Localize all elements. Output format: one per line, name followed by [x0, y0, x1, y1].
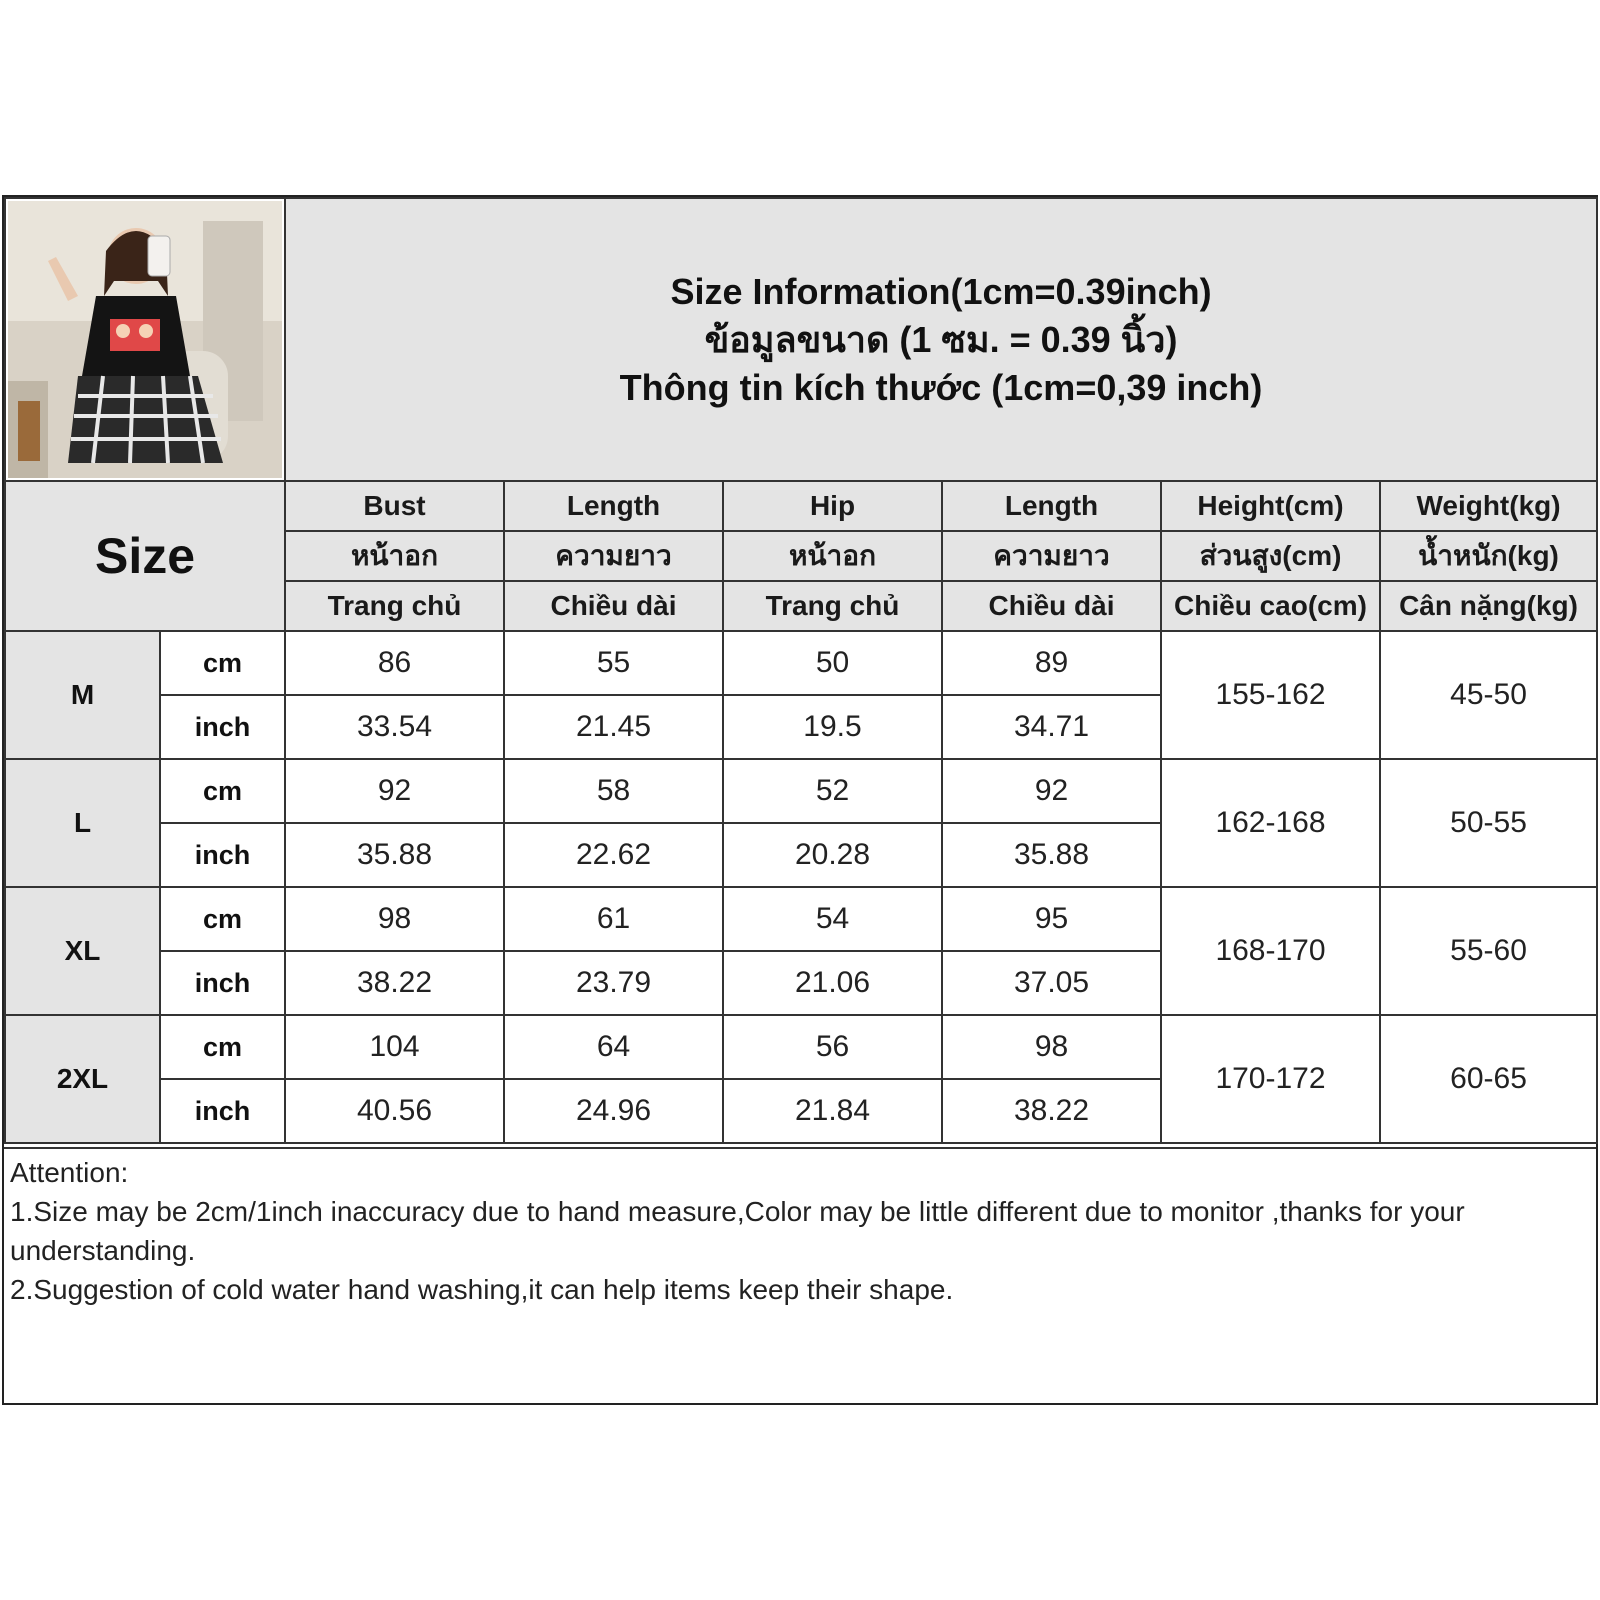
value-cell: 89 [942, 631, 1161, 695]
unit-cm: cm [160, 887, 285, 951]
value-cell: 55 [504, 631, 723, 695]
value-cell: 98 [285, 887, 504, 951]
notes-line-2: 2.Suggestion of cold water hand washing,it can help items keep their shape. [10, 1274, 954, 1305]
value-cell: 20.28 [723, 823, 942, 887]
title-thai: ข้อมูลขนาด (1 ซม. = 0.39 นิ้ว) [704, 318, 1178, 360]
col-header-hip-th: หน้าอก [723, 531, 942, 581]
value-cell: 35.88 [942, 823, 1161, 887]
value-cell: 38.22 [942, 1079, 1161, 1143]
size-chart [2, 195, 1598, 1405]
value-cell: 21.45 [504, 695, 723, 759]
value-cell: 104 [285, 1015, 504, 1079]
value-cell: 92 [942, 759, 1161, 823]
model-photo-icon [8, 201, 282, 478]
col-header-bust-vi: Trang chủ [285, 581, 504, 631]
col-header-hip-vi: Trang chủ [723, 581, 942, 631]
title-block [285, 198, 1597, 481]
value-cell: 86 [285, 631, 504, 695]
height-range: 170-172 [1161, 1015, 1380, 1143]
col-header-hip-en: Hip [723, 481, 942, 531]
table-row [5, 1015, 1597, 1079]
value-cell: 23.79 [504, 951, 723, 1015]
height-range: 168-170 [1161, 887, 1380, 1015]
col-header-bust-en: Bust [285, 481, 504, 531]
col-header-weight-th: น้ำหนัก(kg) [1380, 531, 1597, 581]
value-cell: 21.06 [723, 951, 942, 1015]
product-photo [5, 198, 285, 481]
value-cell: 56 [723, 1015, 942, 1079]
table-row [5, 631, 1597, 695]
value-cell: 37.05 [942, 951, 1161, 1015]
table-row [5, 887, 1597, 951]
col-header-length2-th: ความยาว [942, 531, 1161, 581]
value-cell: 50 [723, 631, 942, 695]
value-cell: 54 [723, 887, 942, 951]
size-name-m: M [5, 631, 160, 759]
col-header-bust-th: หน้าอก [285, 531, 504, 581]
value-cell: 52 [723, 759, 942, 823]
value-cell: 21.84 [723, 1079, 942, 1143]
value-cell: 38.22 [285, 951, 504, 1015]
unit-inch: inch [160, 823, 285, 887]
value-cell: 61 [504, 887, 723, 951]
notes-heading: Attention: [10, 1157, 129, 1188]
col-header-height-th: ส่วนสูง(cm) [1161, 531, 1380, 581]
size-name-l: L [5, 759, 160, 887]
weight-range: 50-55 [1380, 759, 1597, 887]
value-cell: 58 [504, 759, 723, 823]
weight-range: 55-60 [1380, 887, 1597, 1015]
value-cell: 64 [504, 1015, 723, 1079]
value-cell: 35.88 [285, 823, 504, 887]
size-column-header: Size [5, 481, 285, 631]
col-header-height-en: Height(cm) [1161, 481, 1380, 531]
notes-line-1: 1.Size may be 2cm/1inch inaccuracy due to hand measure,Color may be little different due to monitor ,thanks for your understanding. [10, 1196, 1465, 1266]
title-english: Size Information(1cm=0.39inch) [670, 270, 1212, 312]
value-cell: 33.54 [285, 695, 504, 759]
value-cell: 95 [942, 887, 1161, 951]
weight-range: 45-50 [1380, 631, 1597, 759]
unit-cm: cm [160, 1015, 285, 1079]
title-vietnamese: Thông tin kích thước (1cm=0,39 inch) [619, 366, 1263, 408]
height-range: 155-162 [1161, 631, 1380, 759]
value-cell: 22.62 [504, 823, 723, 887]
col-header-weight-vi: Cân nặng(kg) [1380, 581, 1597, 631]
size-name-2xl: 2XL [5, 1015, 160, 1143]
table-row [5, 759, 1597, 823]
height-range: 162-168 [1161, 759, 1380, 887]
size-table [4, 197, 1598, 1144]
unit-inch: inch [160, 951, 285, 1015]
value-cell: 98 [942, 1015, 1161, 1079]
unit-cm: cm [160, 759, 285, 823]
unit-cm: cm [160, 631, 285, 695]
value-cell: 40.56 [285, 1079, 504, 1143]
weight-range: 60-65 [1380, 1015, 1597, 1143]
unit-inch: inch [160, 695, 285, 759]
size-name-xl: XL [5, 887, 160, 1015]
unit-inch: inch [160, 1079, 285, 1143]
value-cell: 24.96 [504, 1079, 723, 1143]
col-header-length-vi: Chiều dài [504, 581, 723, 631]
col-header-height-vi: Chiều cao(cm) [1161, 581, 1380, 631]
value-cell: 92 [285, 759, 504, 823]
col-header-weight-en: Weight(kg) [1380, 481, 1597, 531]
value-cell: 34.71 [942, 695, 1161, 759]
attention-notes [4, 1147, 1596, 1403]
col-header-length2-vi: Chiều dài [942, 581, 1161, 631]
col-header-length-en: Length [504, 481, 723, 531]
col-header-length-th: ความยาว [504, 531, 723, 581]
col-header-length2-en: Length [942, 481, 1161, 531]
value-cell: 19.5 [723, 695, 942, 759]
